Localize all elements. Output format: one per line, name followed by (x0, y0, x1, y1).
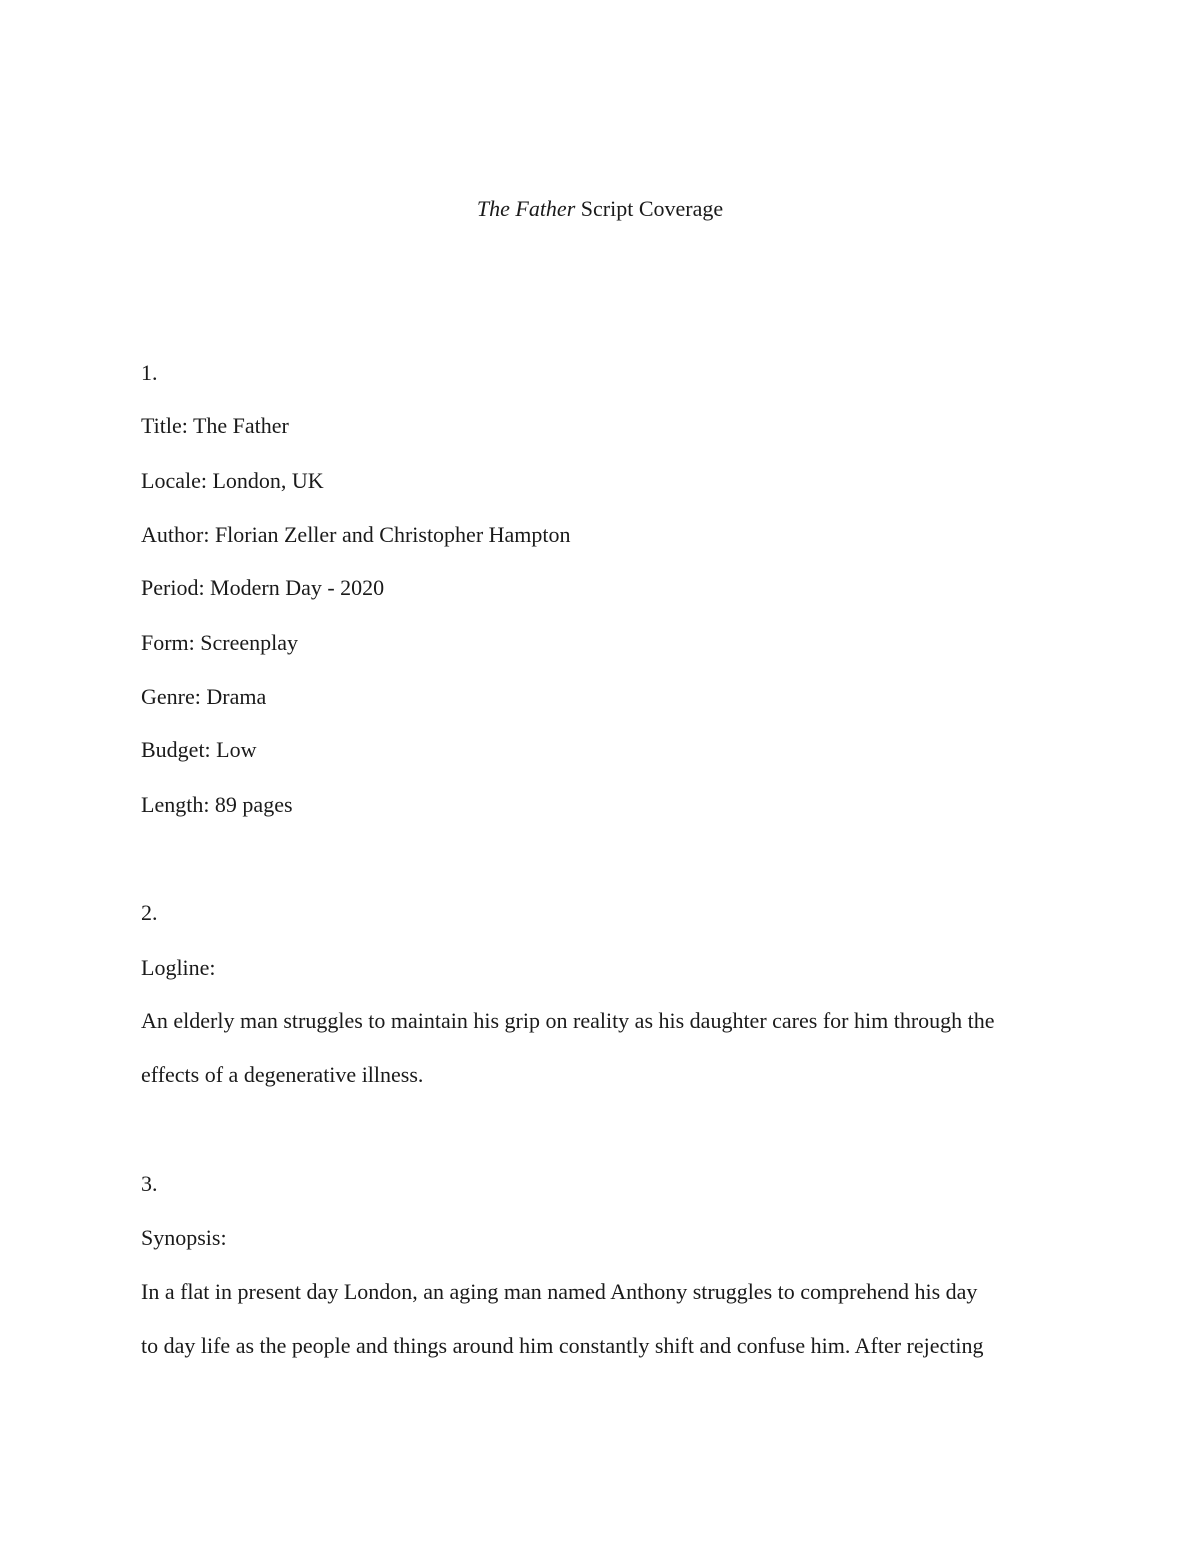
logline-text-line: effects of a degenerative illness. (141, 1062, 424, 1087)
section-number: 2. (141, 900, 158, 925)
document-title-italic: The Father (476, 196, 576, 221)
document-title-rest: Script Coverage (575, 196, 724, 221)
logline-text-line: An elderly man struggles to maintain his grip on reality as his daughter cares for him through the (141, 1008, 995, 1033)
field-genre: Genre: Drama (141, 684, 267, 709)
field-locale: Locale: London, UK (141, 468, 324, 493)
synopsis-text-line: to day life as the people and things around him constantly shift and confuse him. After rejecting (141, 1333, 984, 1358)
field-length: Length: 89 pages (141, 792, 293, 817)
field-author: Author: Florian Zeller and Christopher Hampton (141, 522, 571, 547)
section-number: 3. (141, 1171, 158, 1196)
section-number: 1. (141, 360, 158, 385)
field-period: Period: Modern Day - 2020 (141, 575, 385, 600)
logline-heading: Logline: (141, 955, 216, 980)
document-title (0, 196, 1200, 222)
field-budget: Budget: Low (141, 737, 257, 762)
synopsis-text-line: In a flat in present day London, an aging man named Anthony struggles to comprehend his day (141, 1279, 978, 1304)
field-title: Title: The Father (141, 413, 289, 438)
synopsis-heading: Synopsis: (141, 1225, 227, 1250)
field-form: Form: Screenplay (141, 630, 299, 655)
